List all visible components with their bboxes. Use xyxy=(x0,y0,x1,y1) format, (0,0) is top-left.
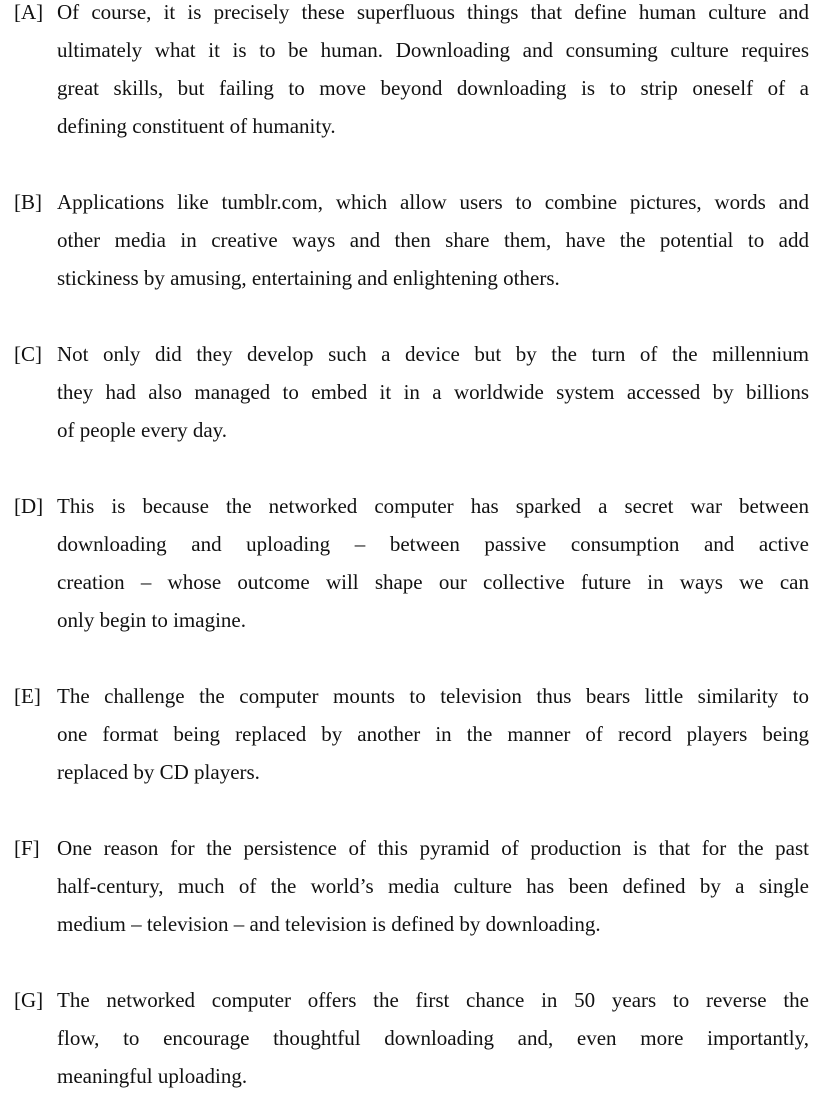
paragraph-line: one format being replaced by another in the manner of record players being xyxy=(57,722,809,746)
paragraph-line: defining constituent of humanity. xyxy=(57,114,336,138)
paragraph-line: Applications like tumblr.com, which allow users to combine pictures, words and xyxy=(57,190,809,214)
paragraph-line: creation – whose outcome will shape our collective future in ways we can xyxy=(57,570,809,594)
paragraph-line: This is because the networked computer has sparked a secret war between xyxy=(57,494,809,518)
paragraph-letter: [D] xyxy=(14,494,44,518)
paragraph-letter: [G] xyxy=(14,988,44,1012)
paragraph-line: meaningful uploading. xyxy=(57,1064,248,1088)
paragraph-line: The networked computer offers the first chance in 50 years to reverse the xyxy=(57,988,809,1012)
paragraph-line: flow, to encourage thoughtful downloading and, even more importantly, xyxy=(57,1026,809,1050)
paragraph-letter: [A] xyxy=(14,0,44,24)
paragraph-line: ultimately what it is to be human. Downloading and consuming culture requires xyxy=(57,38,809,62)
paragraph-line: One reason for the persistence of this pyramid of production is that for the past xyxy=(57,836,809,860)
paragraph-line: Of course, it is precisely these superfluous things that define human culture and xyxy=(57,0,809,24)
paragraph-line: great skills, but failing to move beyond downloading is to strip oneself of a xyxy=(57,76,809,100)
paragraph-line: only begin to imagine. xyxy=(57,608,246,632)
paragraph-letter: [F] xyxy=(14,836,40,860)
paragraph-letter: [B] xyxy=(14,190,42,214)
paragraph-line: they had also managed to embed it in a worldwide system accessed by billions xyxy=(57,380,809,404)
paragraph-line: stickiness by amusing, entertaining and enlightening others. xyxy=(57,266,560,290)
paragraph-line: other media in creative ways and then share them, have the potential to add xyxy=(57,228,809,252)
paragraph-line: Not only did they develop such a device but by the turn of the millennium xyxy=(57,342,809,366)
paragraph-line: of people every day. xyxy=(57,418,228,442)
paragraph-line: The challenge the computer mounts to television thus bears little similarity to xyxy=(57,684,809,708)
paragraph-letter: [C] xyxy=(14,342,42,366)
paragraph-line: downloading and uploading – between passive consumption and active xyxy=(57,532,809,556)
paragraph-letter: [E] xyxy=(14,684,41,708)
paragraph-line: half-century, much of the world’s media culture has been defined by a single xyxy=(57,874,809,898)
paragraph-line: medium – television – and television is defined by downloading. xyxy=(57,912,601,936)
paragraph-line: replaced by CD players. xyxy=(57,760,260,784)
